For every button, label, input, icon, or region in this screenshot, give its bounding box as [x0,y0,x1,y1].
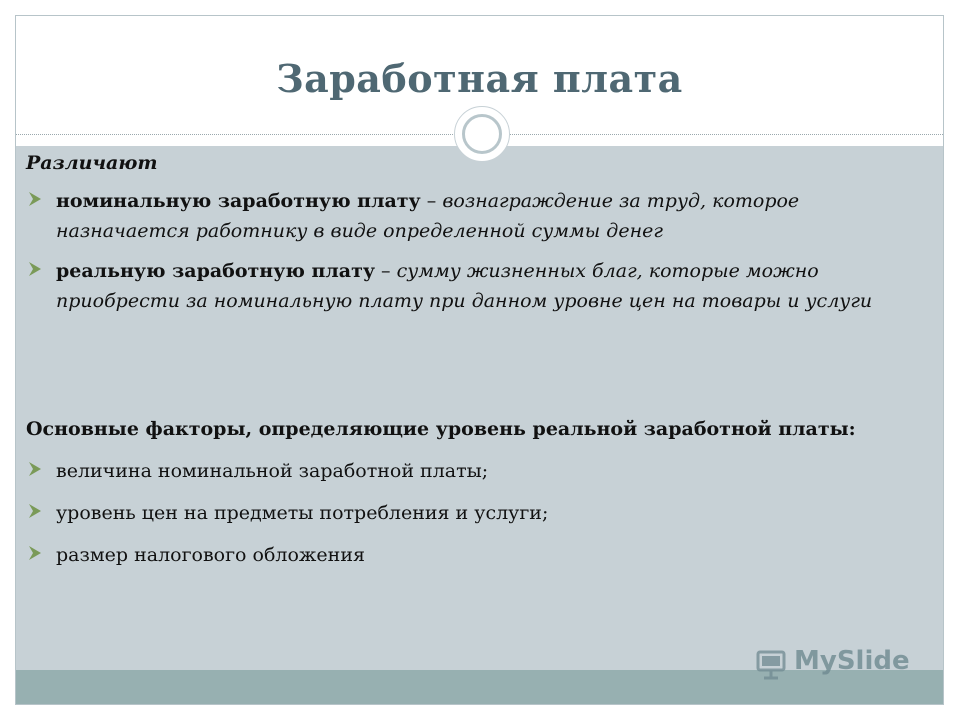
bullet-definition: сумму жизненных благ, которые можно приобрести за номинальную плату при данном уровне цен на товары и услуги [56,260,873,312]
bullet-term: реальную заработную плату [56,260,376,282]
watermark-logo [752,644,922,684]
factor-text: уровень цен на предметы потребления и услуги; [56,502,549,524]
myshared-logo-icon [754,646,790,682]
arrow-bullet-icon [26,460,44,478]
bullet-dash: – [375,260,397,282]
arrow-bullet-icon [26,502,44,520]
factors-heading: Основные факторы, определяющие уровень реальной заработной платы: [26,418,856,440]
factor-item [26,498,906,528]
bullet-term: номинальную заработную плату [56,190,421,212]
slide-body [26,148,906,582]
factor-text: величина номинальной заработной платы; [56,460,489,482]
bullet-item-nominal [26,186,906,246]
arrow-bullet-icon [26,544,44,562]
factor-text: размер налогового обложения [56,544,365,566]
spacer [26,326,906,414]
arrow-bullet-icon [26,260,44,278]
bullet-definition: вознаграждение за труд, которое назначается работнику в виде определенной суммы денег [56,190,800,242]
bullet-item-real [26,256,906,316]
factor-item [26,456,906,486]
slide-title: Заработная плата [276,56,683,101]
factor-item [26,540,906,570]
intro-text: Различают [26,152,158,174]
arrow-bullet-icon [26,190,44,208]
watermark-text: MySlide [794,646,910,676]
bullet-dash: – [420,190,443,212]
